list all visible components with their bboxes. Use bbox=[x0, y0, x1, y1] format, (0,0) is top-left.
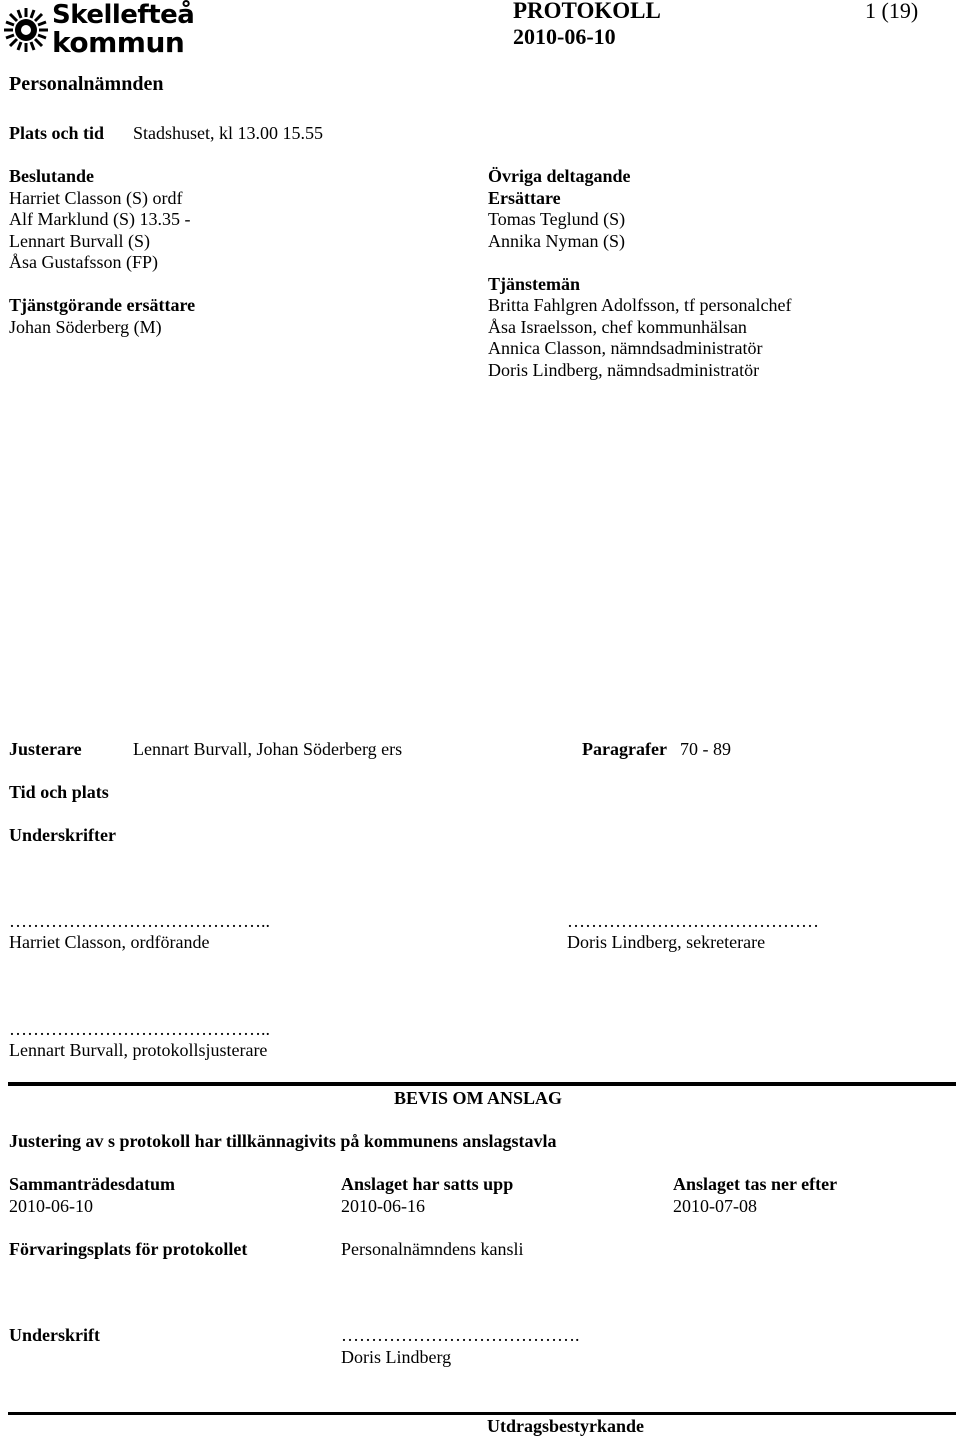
chair-signature-line: …………………………………….. bbox=[9, 911, 270, 931]
storage-value: Personalnämndens kansli bbox=[341, 1239, 524, 1259]
meeting-date-value: 2010-06-10 bbox=[9, 1196, 93, 1216]
official: Doris Lindberg, nämndsadministratör bbox=[488, 359, 760, 380]
adjuster-label: Justerare bbox=[9, 739, 82, 759]
skelleftea-logo bbox=[4, 0, 195, 59]
posted-value: 2010-06-16 bbox=[341, 1196, 425, 1216]
secretary-name: Doris Lindberg, sekreterare bbox=[567, 932, 766, 952]
committee-name: Personalnämnden bbox=[9, 73, 164, 95]
logo-wordmark-line2: kommun bbox=[52, 26, 185, 59]
official: Annica Classon, nämndsadministratör bbox=[488, 338, 763, 358]
official: Åsa Israelsson, chef kommunhälsan bbox=[488, 316, 747, 337]
logo-wordmark-line1: Skellefteå bbox=[52, 0, 195, 30]
page-number: 1 (19) bbox=[865, 0, 919, 23]
secretary-signature-line: …………………………………… bbox=[567, 911, 819, 931]
document-type: PROTOKOLL bbox=[513, 0, 661, 23]
time-place-label: Tid och plats bbox=[9, 782, 109, 802]
extract-certification-label: Utdragsbestyrkande bbox=[487, 1416, 645, 1436]
footer-divider bbox=[8, 1412, 956, 1415]
adjuster-signature-line: …………………………………….. bbox=[9, 1019, 270, 1039]
signatures-label: Underskrifter bbox=[9, 825, 116, 845]
substitute-heading: Tjänstgörande ersättare bbox=[9, 295, 196, 315]
deciding-members bbox=[9, 166, 195, 338]
substitute-member: Johan Söderberg (M) bbox=[9, 316, 162, 337]
notice-title: BEVIS OM ANSLAG bbox=[394, 1088, 563, 1108]
adjuster-value: Lennart Burvall, Johan Söderberg ers bbox=[133, 739, 403, 759]
notice-divider bbox=[8, 1082, 956, 1086]
ersattare-heading: Ersättare bbox=[488, 187, 561, 208]
other-participants bbox=[488, 166, 791, 381]
removed-label: Anslaget tas ner efter bbox=[673, 1174, 838, 1194]
official: Britta Fahlgren Adolfsson, tf personalchef bbox=[488, 295, 792, 315]
signature-label: Underskrift bbox=[9, 1325, 100, 1345]
meeting-date-label: Sammanträdesdatum bbox=[9, 1174, 176, 1194]
signer-name: Doris Lindberg bbox=[341, 1347, 452, 1367]
ersattare-member: Annika Nyman (S) bbox=[488, 230, 625, 251]
deciding-member: Harriet Classon (S) ordf bbox=[9, 187, 183, 208]
place-time-value: Stadshuset, kl 13.00 15.55 bbox=[133, 123, 324, 143]
signature-line: …………………………………. bbox=[341, 1325, 580, 1345]
posted-label: Anslaget har satts upp bbox=[341, 1174, 514, 1194]
ersattare-member: Tomas Teglund (S) bbox=[488, 209, 626, 229]
deciding-member: Alf Marklund (S) 13.35 - bbox=[9, 209, 191, 229]
deciding-member: Lennart Burvall (S) bbox=[9, 230, 150, 251]
officials-heading: Tjänstemän bbox=[488, 273, 581, 294]
deciding-heading: Beslutande bbox=[9, 166, 95, 186]
notice-statement: Justering av s protokoll har tillkännagivits på kommunens anslagstavla bbox=[9, 1131, 557, 1151]
document-date: 2010-06-10 bbox=[513, 24, 616, 49]
place-time-label: Plats och tid bbox=[9, 123, 105, 143]
deciding-member: Åsa Gustafsson (FP) bbox=[9, 252, 159, 272]
paragraphs-value: 70 - 89 bbox=[680, 739, 731, 759]
paragraphs-label: Paragrafer bbox=[582, 739, 667, 759]
removed-value: 2010-07-08 bbox=[673, 1196, 757, 1216]
storage-label: Förvaringsplats för protokollet bbox=[9, 1239, 248, 1259]
chair-name: Harriet Classon, ordförande bbox=[9, 932, 210, 952]
others-heading: Övriga deltagande bbox=[488, 166, 631, 186]
adjuster-name: Lennart Burvall, protokollsjusterare bbox=[9, 1040, 268, 1060]
